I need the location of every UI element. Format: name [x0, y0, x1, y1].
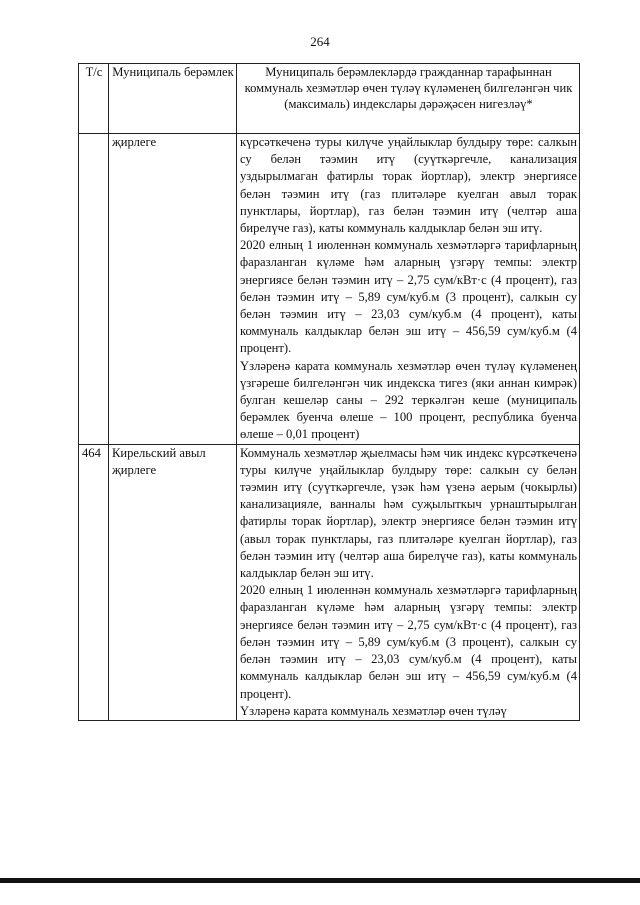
- row-paragraph: Үзләренә карата коммуналь хезмәтләр өчен түләү күләменең үзгәреше билгеләнгән чик индекска тигез (яки аннан кимрәк) булган кешеләр саны – 292 теркәлгән кеше (муниципаль берәмлек буенча өлеше – 100 процент, республика буенча өлеше – 0,01 процент): [240, 358, 577, 442]
- header-description: Муниципаль берәмлекләрдә гражданнар тарафыннан коммуналь хезмәтләр өчен түләү күләменең билгеләнгән чик (максималь) индекслары дәрәҗәсен нигезләү*: [237, 64, 580, 134]
- row-number: 464: [79, 444, 109, 720]
- header-number: Т/с: [79, 64, 109, 134]
- header-municipality: Муниципаль берәмлек: [109, 64, 237, 134]
- row-description: [237, 444, 580, 720]
- row-description: [237, 134, 580, 445]
- row-municipality: җирлеге: [109, 134, 237, 445]
- row-paragraph: 2020 елның 1 июленнән коммуналь хезмәтләргә тарифларның фаразланган күләме һәм аларның үзгәрү темпы: электр энергиясе белән тәэмин итү – 2,75 сум/кВт·с (4 процент), газ белән тәэмин итү – 5,89 сум/куб.м (3 процент), салкын су белән тәэмин итү – 23,03 сум/куб.м (4 процент), каты коммуналь калдыклар белән эш итү – 456,59 сум/куб.м (4 процент).: [240, 583, 577, 701]
- row-paragraph: күрсәткеченә туры килүче уңайлыклар булдыру төре: салкын су белән тәэмин итү (суүткәргечле, канализация уздырылмаган фатирлы торак йортлар), электр энергиясе белән тәэмин итү (газ плитәләре куелган авыл торак пунктлары, йортлар), газ белән тәэмин итү (челтәр аша бирелүче газ), каты коммуналь калдыклар белән эш итү.: [240, 135, 577, 236]
- table-row: [79, 444, 580, 720]
- page-number: 264: [310, 34, 330, 49]
- scan-edge-bar: [0, 878, 640, 883]
- row-number: [79, 134, 109, 445]
- row-paragraph: Коммуналь хезмәтләр җыелмасы һәм чик индекс күрсәткеченә туры килүче уңайлыклар булдыру төре: салкын су белән тәэмин итү (суүткәргечле, үзәк һәм үзенә аерым (чокырлы) канализацияле, ванналы һәм суҗылыткыч урнаштырылган фатирлы торак йортлар), электр энергиясе белән тәэмин итү (авыл торак пунктлары, газ плитәләре куелган йортлар), газ белән тәэмин итү (челтәр аша бирелүче газ), каты коммуналь калдыклар белән эш итү.: [240, 445, 577, 581]
- row-municipality: Кирельский авыл җирлеге: [109, 444, 237, 720]
- data-table: [78, 63, 580, 721]
- table-row: [79, 134, 580, 445]
- table-header-row: [79, 64, 580, 134]
- row-paragraph: Үзләренә карата коммуналь хезмәтләр өчен түләү: [240, 703, 507, 718]
- row-paragraph: 2020 елның 1 июленнән коммуналь хезмәтләргә тарифларның фаразланган күләме һәм аларның үзгәрү темпы: электр энергиясе белән тәэмин итү – 2,75 сум/кВт·с (4 процент), газ белән тәэмин итү – 5,89 сум/куб.м (3 процент), салкын су белән тәэмин итү – 23,03 сум/куб.м (4 процент), каты коммуналь калдыклар белән эш итү – 456,59 сум/куб.м (4 процент).: [240, 238, 577, 356]
